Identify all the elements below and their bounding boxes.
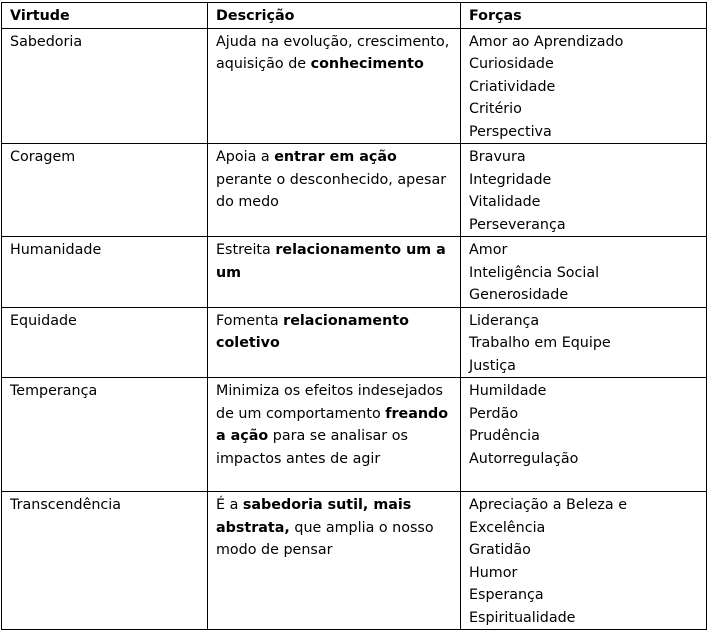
table-row-coragem (2, 144, 707, 237)
strength-item: Trabalho em Equipe (469, 335, 611, 351)
strength-item: Curiosidade (469, 56, 554, 72)
header-virtude: Virtude (2, 3, 208, 29)
cell-descricao: Fomenta relacionamento coletivo (208, 307, 461, 378)
cell-forcas (461, 307, 707, 378)
cell-forcas (461, 28, 707, 144)
strength-item: Bravura (469, 149, 526, 165)
cell-descricao: Estreita relacionamento um a um (208, 237, 461, 308)
strength-item: Excelência (469, 519, 546, 536)
strength-item: Perseverança (469, 216, 566, 233)
strength-item: Perspectiva (469, 123, 552, 140)
cell-virtude: Sabedoria (2, 28, 208, 144)
cell-forcas (461, 144, 707, 237)
strength-item: Justiça (469, 357, 516, 374)
strength-item: Critério (469, 101, 522, 117)
cell-forcas (461, 378, 707, 492)
strength-item: Vitalidade (469, 194, 541, 210)
cell-descricao: Apoia a entrar em ação perante o desconhecido, apesar do medo (208, 144, 461, 237)
cell-virtude: Temperança (2, 378, 208, 492)
cell-descricao: Ajuda na evolução, crescimento, aquisição de conhecimento (208, 28, 461, 144)
table-row-humanidade (2, 237, 707, 308)
cell-forcas (461, 492, 707, 630)
strength-item: Apreciação a Beleza e (469, 497, 628, 513)
strength-item: Espiritualidade (469, 609, 576, 626)
strength-item: Perdão (469, 405, 519, 422)
strength-item: Humildade (469, 383, 547, 399)
cell-virtude: Equidade (2, 307, 208, 378)
strength-item: Amor (469, 242, 508, 258)
cell-virtude: Humanidade (2, 237, 208, 308)
strength-item: Gratidão (469, 542, 531, 558)
cell-descricao: É a sabedoria sutil, mais abstrata, que amplia o nosso modo de pensar (208, 492, 461, 630)
strength-item: Prudência (469, 428, 540, 444)
cell-virtude: Coragem (2, 144, 208, 237)
table-row-sabedoria (2, 28, 707, 144)
header-forcas: Forças (461, 3, 707, 29)
strength-item: Generosidade (469, 287, 569, 303)
table-row-equidade (2, 307, 707, 378)
strength-item: Autorregulação (469, 450, 579, 467)
table-row-temperanca (2, 378, 707, 492)
strength-item: Integridade (469, 171, 552, 188)
header-descricao: Descrição (208, 3, 461, 29)
strength-item: Criatividade (469, 78, 556, 95)
strength-item: Humor (469, 564, 518, 581)
strength-item: Inteligência Social (469, 264, 600, 281)
header-row (2, 3, 707, 29)
strength-item: Esperança (469, 587, 544, 603)
virtues-table (1, 2, 707, 630)
strength-item: Liderança (469, 312, 540, 329)
cell-descricao: Minimiza os efeitos indesejados de um comportamento freando a ação para se analisar os impactos antes de agir (208, 378, 461, 492)
strength-item: Amor ao Aprendizado (469, 33, 624, 50)
table-row-transcendencia (2, 492, 707, 630)
cell-virtude: Transcendência (2, 492, 208, 630)
cell-forcas (461, 237, 707, 308)
